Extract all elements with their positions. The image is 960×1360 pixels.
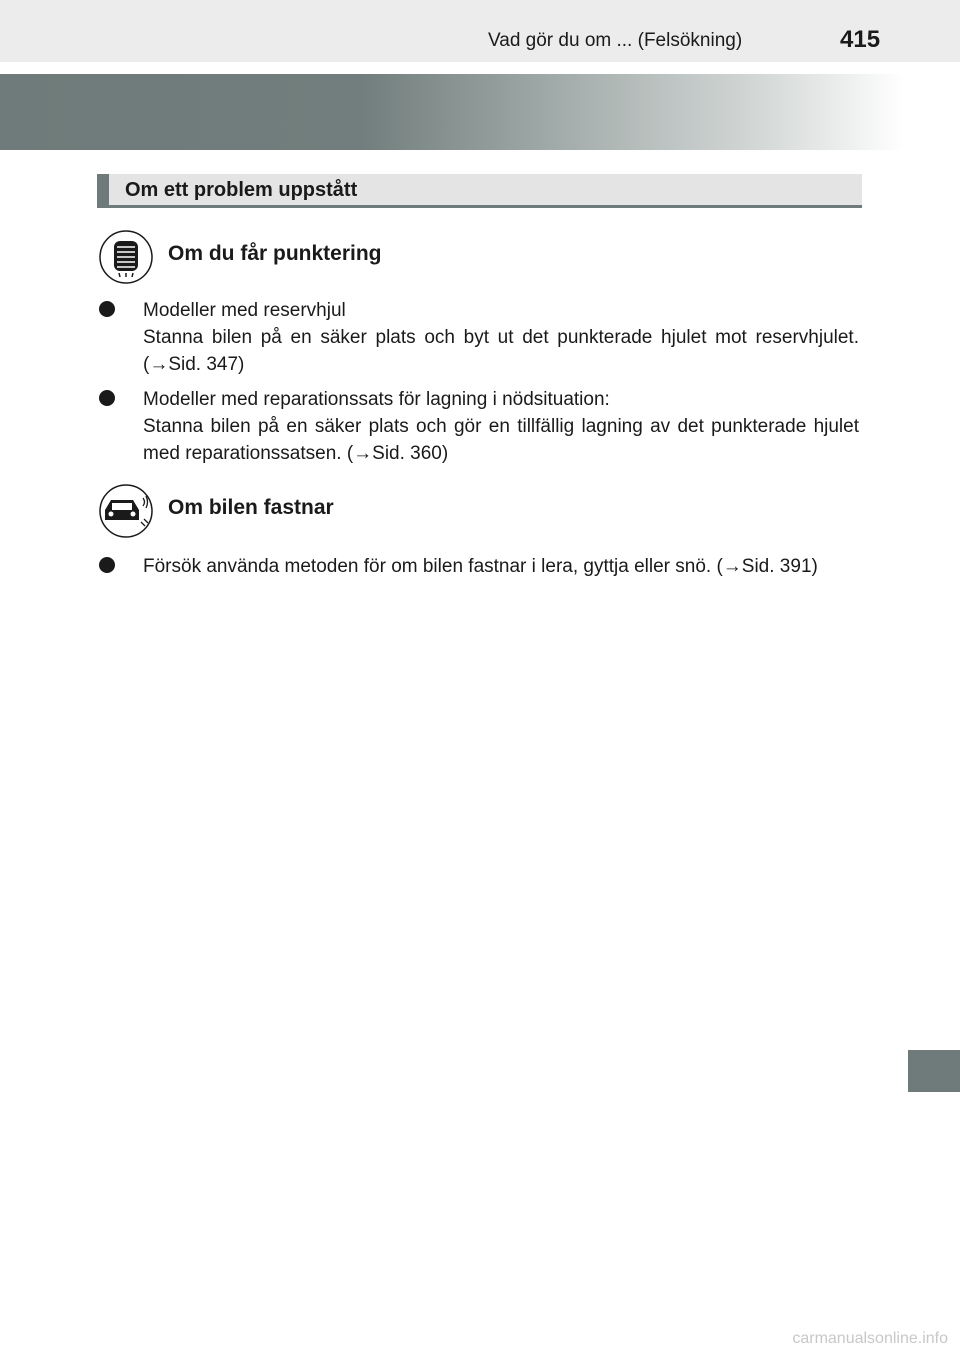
bullet-icon	[99, 301, 115, 317]
chapter-title: Vad gör du om ... (Felsökning)	[488, 30, 743, 51]
tire-icon	[99, 230, 153, 284]
stuck-car-icon	[99, 484, 153, 538]
bullet-body: Försök använda metoden för om bilen fastnar i lera, gyttja eller snö. (→Sid. 391)	[143, 556, 818, 577]
page-number: 415	[840, 26, 881, 53]
subsection-title-stuck-car: Om bilen fastnar	[168, 496, 334, 519]
list-item	[99, 386, 859, 467]
bullet-body: Stanna bilen på en säker plats och byt ut det punkterade hjulet mot reservhjulet. (→Sid. 347)	[143, 327, 859, 375]
list-item	[99, 297, 859, 378]
bullet-icon	[99, 557, 115, 573]
section-header	[97, 174, 862, 208]
watermark: carmanualsonline.info	[792, 1330, 948, 1347]
chapter-thumb-tab	[908, 1050, 960, 1092]
list-item	[99, 553, 859, 580]
page-header-band	[0, 0, 960, 62]
section-title: Om ett problem uppstått	[125, 179, 358, 201]
bullet-body: Stanna bilen på en säker plats och gör en tillfällig lagning av det punkterade hjulet med reparationssatsen. (→Sid. 360)	[143, 416, 859, 464]
subsection-title-flat-tire: Om du får punktering	[168, 242, 382, 265]
bullet-icon	[99, 390, 115, 406]
chapter-banner	[0, 74, 905, 150]
bullet-lead: Modeller med reservhjul	[143, 300, 346, 321]
bullet-lead: Modeller med reparationssats för lagning i nödsituation:	[143, 389, 610, 410]
